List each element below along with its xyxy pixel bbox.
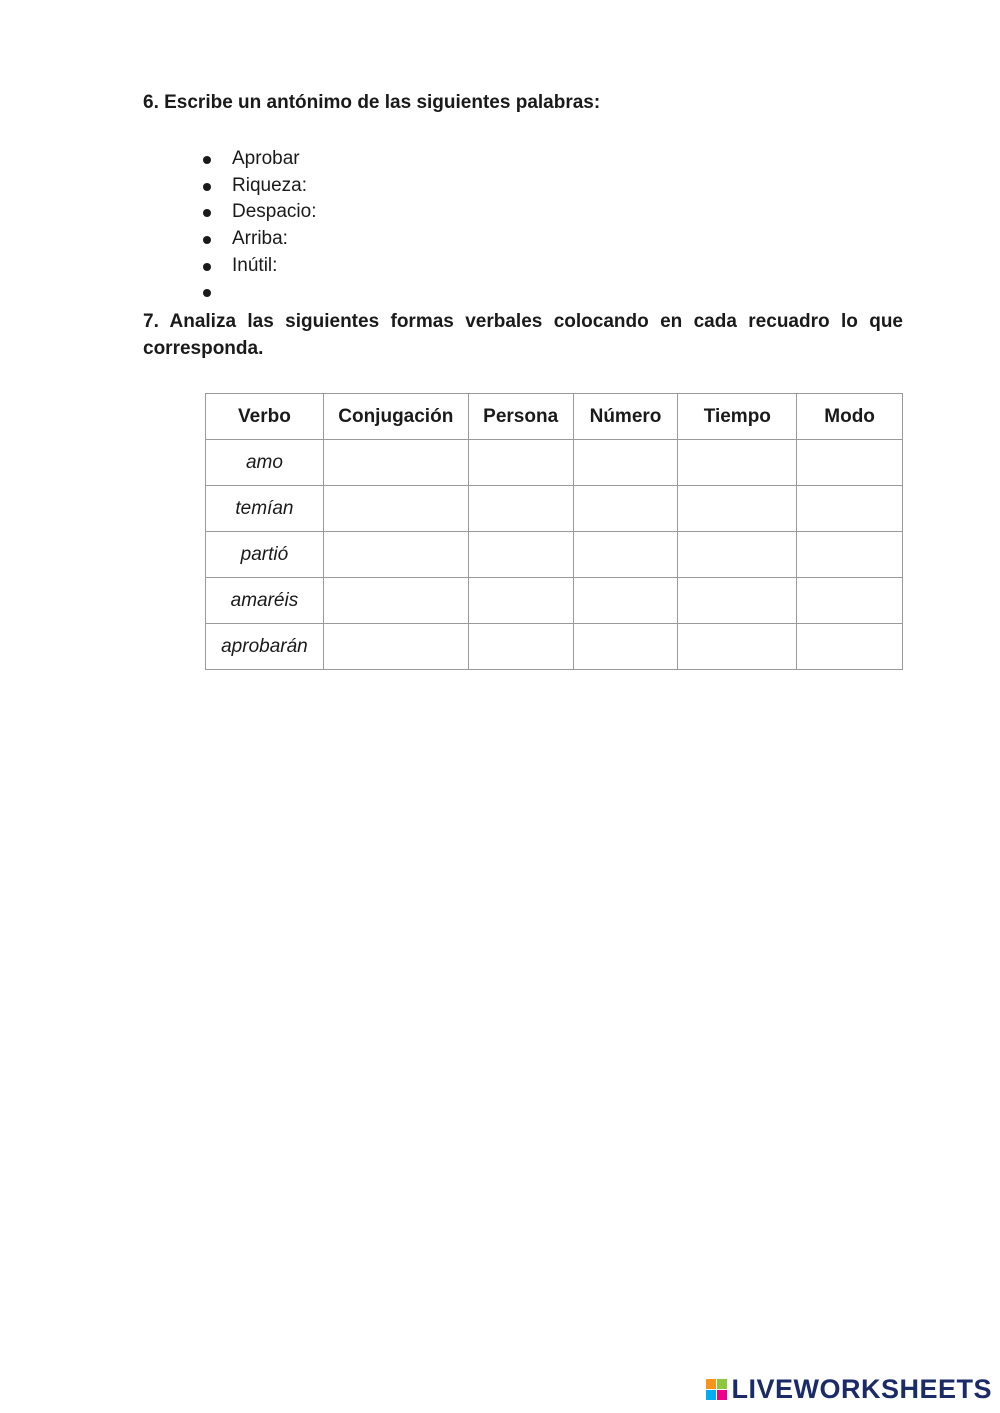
question-6-title: 6. Escribe un antónimo de las siguientes palabras: bbox=[143, 92, 601, 113]
answer-cell[interactable] bbox=[797, 578, 903, 624]
verb-cell: partió bbox=[206, 532, 324, 578]
list-item bbox=[200, 279, 317, 306]
answer-cell[interactable] bbox=[573, 440, 678, 486]
answer-cell[interactable] bbox=[573, 486, 678, 532]
answer-cell[interactable] bbox=[468, 532, 573, 578]
liveworksheets-logo bbox=[706, 1374, 992, 1405]
answer-cell[interactable] bbox=[797, 624, 903, 670]
answer-cell[interactable] bbox=[678, 532, 797, 578]
verb-cell: aprobarán bbox=[206, 624, 324, 670]
logo-mark-square bbox=[706, 1379, 716, 1389]
header-modo: Modo bbox=[797, 394, 903, 440]
answer-cell[interactable] bbox=[797, 440, 903, 486]
table-row bbox=[206, 532, 903, 578]
list-item: Arriba: bbox=[200, 226, 317, 253]
table-row bbox=[206, 440, 903, 486]
answer-cell[interactable] bbox=[323, 578, 468, 624]
antonym-list bbox=[200, 146, 317, 306]
answer-cell[interactable] bbox=[573, 624, 678, 670]
logo-mark-square bbox=[706, 1390, 716, 1400]
answer-cell[interactable] bbox=[468, 578, 573, 624]
list-item: Inútil: bbox=[200, 253, 317, 280]
header-tiempo: Tiempo bbox=[678, 394, 797, 440]
answer-cell[interactable] bbox=[573, 532, 678, 578]
answer-cell[interactable] bbox=[323, 532, 468, 578]
question-7-title: 7. Analiza las siguientes formas verbales colocando en cada recuadro lo que corresponda. bbox=[143, 311, 903, 359]
logo-mark-square bbox=[717, 1390, 727, 1400]
logo-text: LIVEWORKSHEETS bbox=[731, 1374, 992, 1404]
verb-cell: amaréis bbox=[206, 578, 324, 624]
verb-analysis-table bbox=[205, 393, 903, 670]
answer-cell[interactable] bbox=[678, 486, 797, 532]
answer-cell[interactable] bbox=[323, 624, 468, 670]
answer-cell[interactable] bbox=[323, 440, 468, 486]
list-item: Riqueza: bbox=[200, 173, 317, 200]
header-numero: Número bbox=[573, 394, 678, 440]
logo-mark-square bbox=[717, 1379, 727, 1389]
table-row bbox=[206, 486, 903, 532]
answer-cell[interactable] bbox=[323, 486, 468, 532]
answer-cell[interactable] bbox=[797, 532, 903, 578]
answer-cell[interactable] bbox=[678, 624, 797, 670]
table-row bbox=[206, 578, 903, 624]
table-header-row bbox=[206, 394, 903, 440]
list-item: Despacio: bbox=[200, 199, 317, 226]
verb-cell: amo bbox=[206, 440, 324, 486]
answer-cell[interactable] bbox=[797, 486, 903, 532]
answer-cell[interactable] bbox=[468, 440, 573, 486]
answer-cell[interactable] bbox=[678, 578, 797, 624]
header-verbo: Verbo bbox=[206, 394, 324, 440]
answer-cell[interactable] bbox=[468, 624, 573, 670]
header-conjugacion: Conjugación bbox=[323, 394, 468, 440]
answer-cell[interactable] bbox=[678, 440, 797, 486]
logo-mark-icon bbox=[706, 1379, 727, 1400]
answer-cell[interactable] bbox=[573, 578, 678, 624]
table-row bbox=[206, 624, 903, 670]
verb-cell: temían bbox=[206, 486, 324, 532]
list-item: Aprobar bbox=[200, 146, 317, 173]
header-persona: Persona bbox=[468, 394, 573, 440]
answer-cell[interactable] bbox=[468, 486, 573, 532]
